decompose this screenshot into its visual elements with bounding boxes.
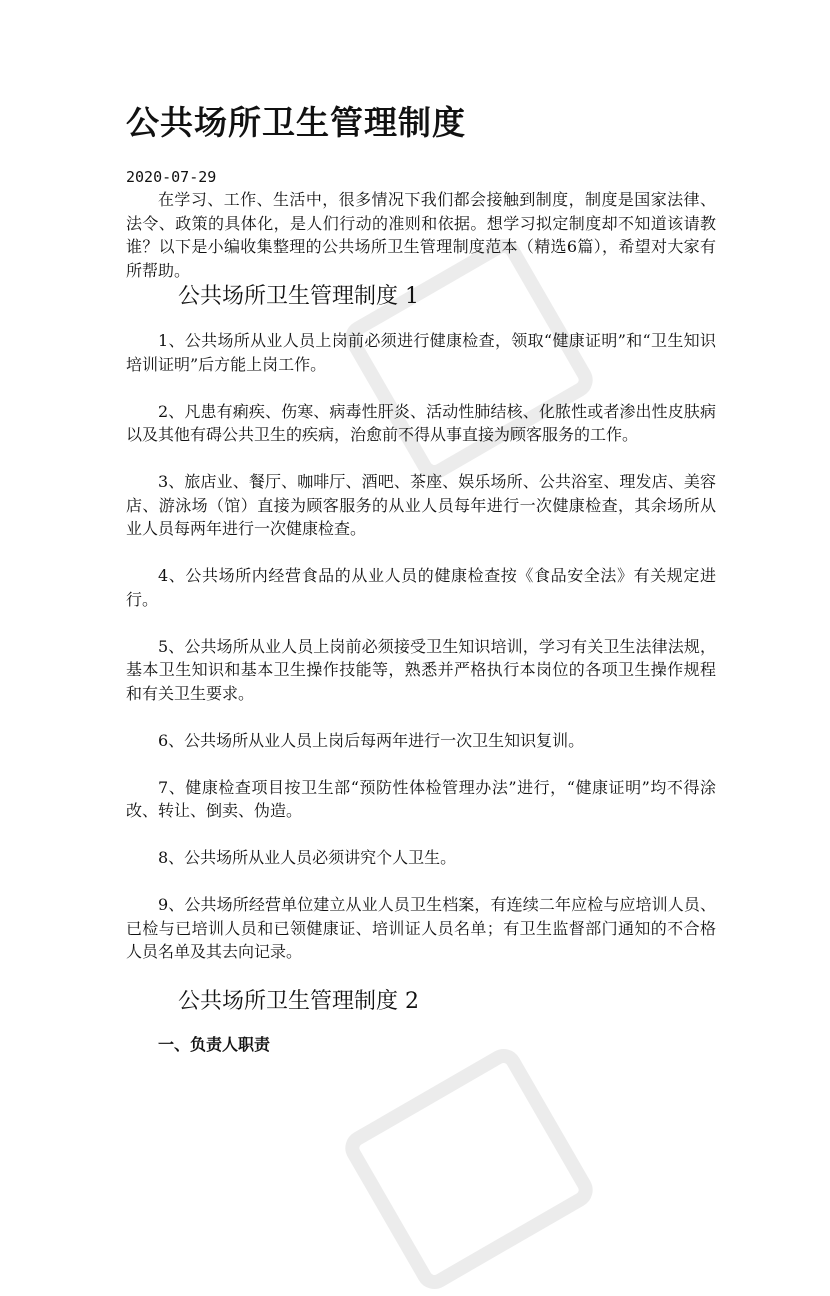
document-date: 2020-07-29: [126, 168, 217, 186]
list-item: 1、公共场所从业人员上岗前必须进行健康检查，领取“健康证明”和“卫生知识培训证明”后方能上岗工作。: [126, 331, 716, 374]
list-item: 6、公共场所从业人员上岗后每两年进行一次卫生知识复训。: [158, 730, 585, 750]
list-item: 5、公共场所从业人员上岗前必须接受卫生知识培训，学习有关卫生法律法规，基本卫生知识和基本卫生操作技能等，熟悉并严格执行本岗位的各项卫生操作规程和有关卫生要求。: [126, 636, 716, 703]
list-item: 9、公共场所经营单位建立从业人员卫生档案，有连续二年应检与应培训人员、已检与已培训人员和已领健康证、培训证人员名单；有卫生监督部门通知的不合格人员名单及其去向记录。: [126, 895, 716, 961]
intro-paragraph: 在学习、工作、生活中，很多情况下我们都会接触到制度，制度是国家法律、法令、政策的具体化，是人们行动的准则和依据。想学习拟定制度却不知道该请教谁？以下是小编收集整理的公共场所卫生管理制度范本（精选6篇），希望对大家有所帮助。: [126, 190, 716, 280]
section-1-items: [126, 329, 716, 964]
list-item: 7、健康检查项目按卫生部“预防性体检管理办法”进行，“健康证明”均不得涂改、转让、倒卖、伪造。: [126, 777, 716, 820]
list-item: 4、公共场所内经营食品的从业人员的健康检查按《食品安全法》有关规定进行。: [126, 566, 716, 609]
list-item: 2、凡患有痢疾、伤寒、病毒性肝炎、活动性肺结核、化脓性或者渗出性皮肤病以及其他有碍公共卫生的疾病，治愈前不得从事直接为顾客服务的工作。: [126, 401, 716, 444]
section-1-heading: 公共场所卫生管理制度 1: [178, 284, 419, 309]
section-2-heading: 公共场所卫生管理制度 2: [178, 989, 419, 1014]
list-item: 8、公共场所从业人员必须讲究个人卫生。: [158, 848, 457, 867]
document-page: [126, 100, 716, 1057]
watermark-bottom: [370, 1080, 568, 1258]
list-item: 3、旅店业、餐厅、咖啡厅、酒吧、茶座、娱乐场所、公共浴室、理发店、美容店、游泳场（馆）直接为顾客服务的从业人员每年进行一次健康检查，其余场所从业人员每两年进行一次健康检查。: [126, 472, 716, 538]
document-title: 公共场所卫生管理制度: [126, 103, 466, 142]
section-2-subheading: 一、负责人职责: [158, 1035, 271, 1054]
